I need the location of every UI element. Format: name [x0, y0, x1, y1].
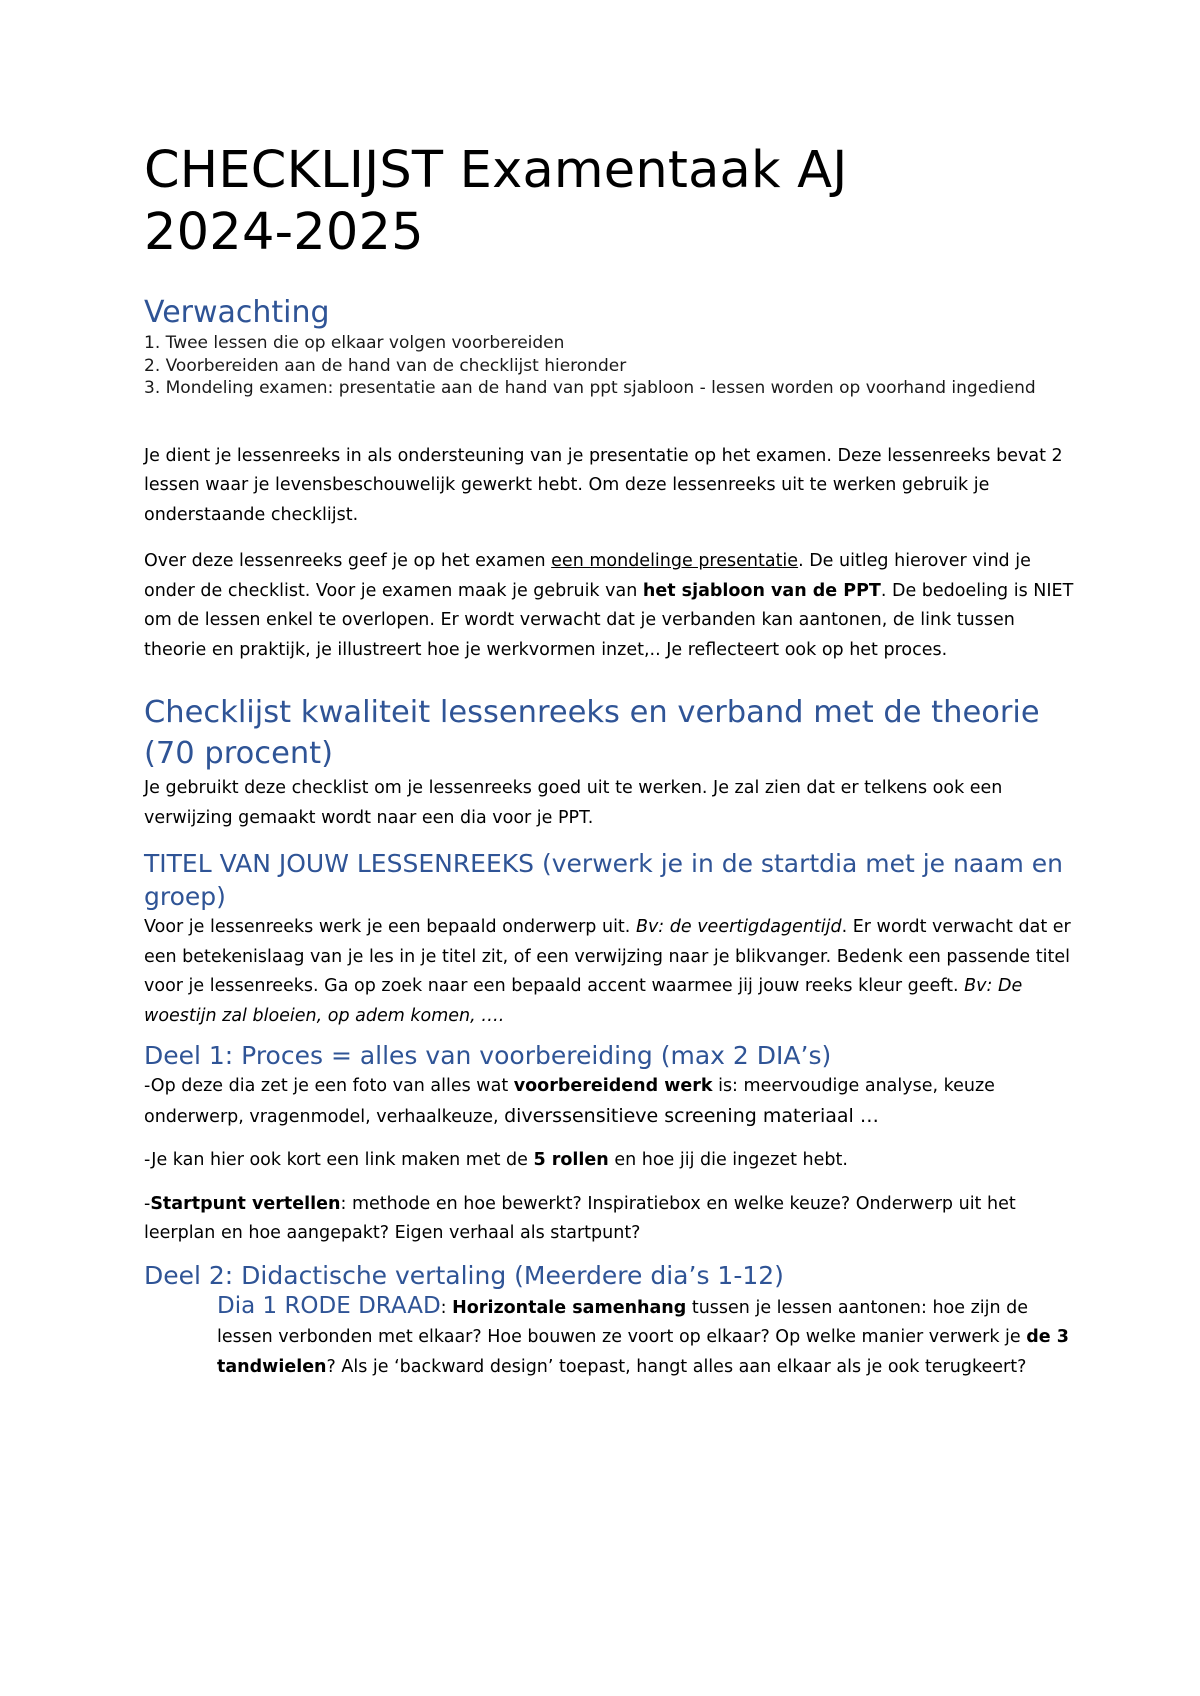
checklijst-heading: Checklijst kwaliteit lessenreeks en verband met de theorie (70 procent) [144, 695, 1040, 771]
text-run: : methode en hoe bewerkt? Inspiratiebox en welke keuze? Onderwerp uit het leerplan en hoe aangepakt? Eigen verhaal als startpunt? [144, 1193, 1016, 1243]
deel1-paragraph-2 [144, 1146, 1074, 1176]
list-item: 2. Voorbereiden aan de hand van de checklijst hieronder [144, 355, 627, 376]
dia1-paragraph [144, 1292, 1074, 1383]
text-run: diverssensitieve screening materiaal … [504, 1104, 879, 1127]
intro-paragraph-2 [144, 547, 1074, 665]
intro-paragraph-1: Je dient je lessenreeks in als ondersteuning van je presentatie op het examen. Deze lessenreeks bevat 2 lessen waar je levensbeschouwelijk gewerkt hebt. Om deze lessenreeks uit te werken gebruik je onderstaande checklijst. [144, 445, 1063, 525]
text-run: Over deze lessenreeks geef je op het examen [144, 551, 552, 571]
titel-paragraph [144, 913, 1074, 1031]
text-run: is: meervoudige analyse, keuze onderwerp, vragenmodel, verhaalkeuze, [144, 1076, 995, 1127]
deel2-heading: Deel 2: Didactische vertaling (Meerdere dia’s 1-12) [144, 1260, 784, 1290]
list-item: 3. Mondeling examen: presentatie aan de hand van ppt sjabloon - lessen worden op voorhand ingediend [144, 378, 1036, 398]
document-title-line1: CHECKLIJST Examentaak AJ [144, 141, 848, 200]
emphasis: voorbereidend werk [513, 1076, 713, 1096]
mondelinge-presentatie-link: een mondelinge presentatie [551, 551, 799, 571]
text-run: . De uitleg hierover vind je onder de checklist. Voor je examen maak je gebruik van [144, 551, 1031, 601]
text-run: ? Als je ‘backward design’ toepast, hangt alles aan elkaar als je ook terugkeert? [326, 1356, 1027, 1377]
text-run: . Er wordt verwacht dat er een betekenislaag van je les in je titel zit, of een verwijzing naar je blikvanger. Bedenk een passende titel voor je lessenreeks. Ga op zoek naar een bepaald accent waarmee jij jouw reeks kleur geeft. [144, 917, 1071, 996]
titel-heading: TITEL VAN JOUW LESSENREEKS (verwerk je in de startdia met je naam en groep) [144, 849, 1064, 911]
document-page [144, 140, 1074, 1382]
deel1-heading: Deel 1: Proces = alles van voorbereiding (max 2 DIA’s) [144, 1041, 832, 1070]
text-run: Voor je lessenreeks werk je een bepaald onderwerp uit. [144, 917, 636, 937]
verwachting-list [144, 332, 1074, 400]
example-text: Bv: De woestijn zal bloeien, op adem komen, …. [144, 976, 1023, 1026]
list-item: 1. Twee lessen die op elkaar volgen voorbereiden [144, 333, 565, 353]
example-text: Bv: de veertigdagentijd [635, 917, 842, 937]
verwachting-heading: Verwachting [144, 295, 330, 330]
deel1-paragraph-3 [144, 1190, 1074, 1249]
document-title-line2: 2024-2025 [144, 203, 424, 262]
emphasis: de 3 tandwielen [217, 1327, 1069, 1377]
text-run: en hoe jij die ingezet hebt. [608, 1150, 848, 1170]
deel1-paragraph-1 [144, 1072, 1074, 1132]
document-title [144, 140, 1074, 264]
emphasis: 5 rollen [533, 1150, 609, 1170]
text-run: : [440, 1297, 453, 1318]
emphasis: Horizontale samenhang [452, 1297, 687, 1318]
dia1-label: Dia 1 RODE DRAAD [217, 1292, 441, 1319]
sjabloon-emphasis: het sjabloon van de PPT [642, 580, 881, 601]
emphasis: Startpunt vertellen [150, 1193, 341, 1214]
text-run: - [144, 1193, 151, 1214]
text-run: -Op deze dia zet je een foto van alles wat [144, 1076, 514, 1096]
text-run: . De bedoeling is NIET om de lessen enkel te overlopen. Er wordt verwacht dat je verbanden kan aantonen, de link tussen theorie en praktijk, je illustreert hoe je werkvormen inzet,.. Je reflecteert ook op het proces. [144, 580, 1074, 660]
text-run: tussen je lessen aantonen: hoe zijn de lessen verbonden met elkaar? Hoe bouwen ze voort op elkaar? Op welke manier verwerk je [217, 1297, 1029, 1347]
checklijst-text: Je gebruikt deze checklist om je lessenreeks goed uit te werken. Je zal zien dat er telkens ook een verwijzing gemaakt wordt naar een dia voor je PPT. [144, 778, 1003, 828]
text-run: -Je kan hier ook kort een link maken met de [144, 1150, 534, 1170]
